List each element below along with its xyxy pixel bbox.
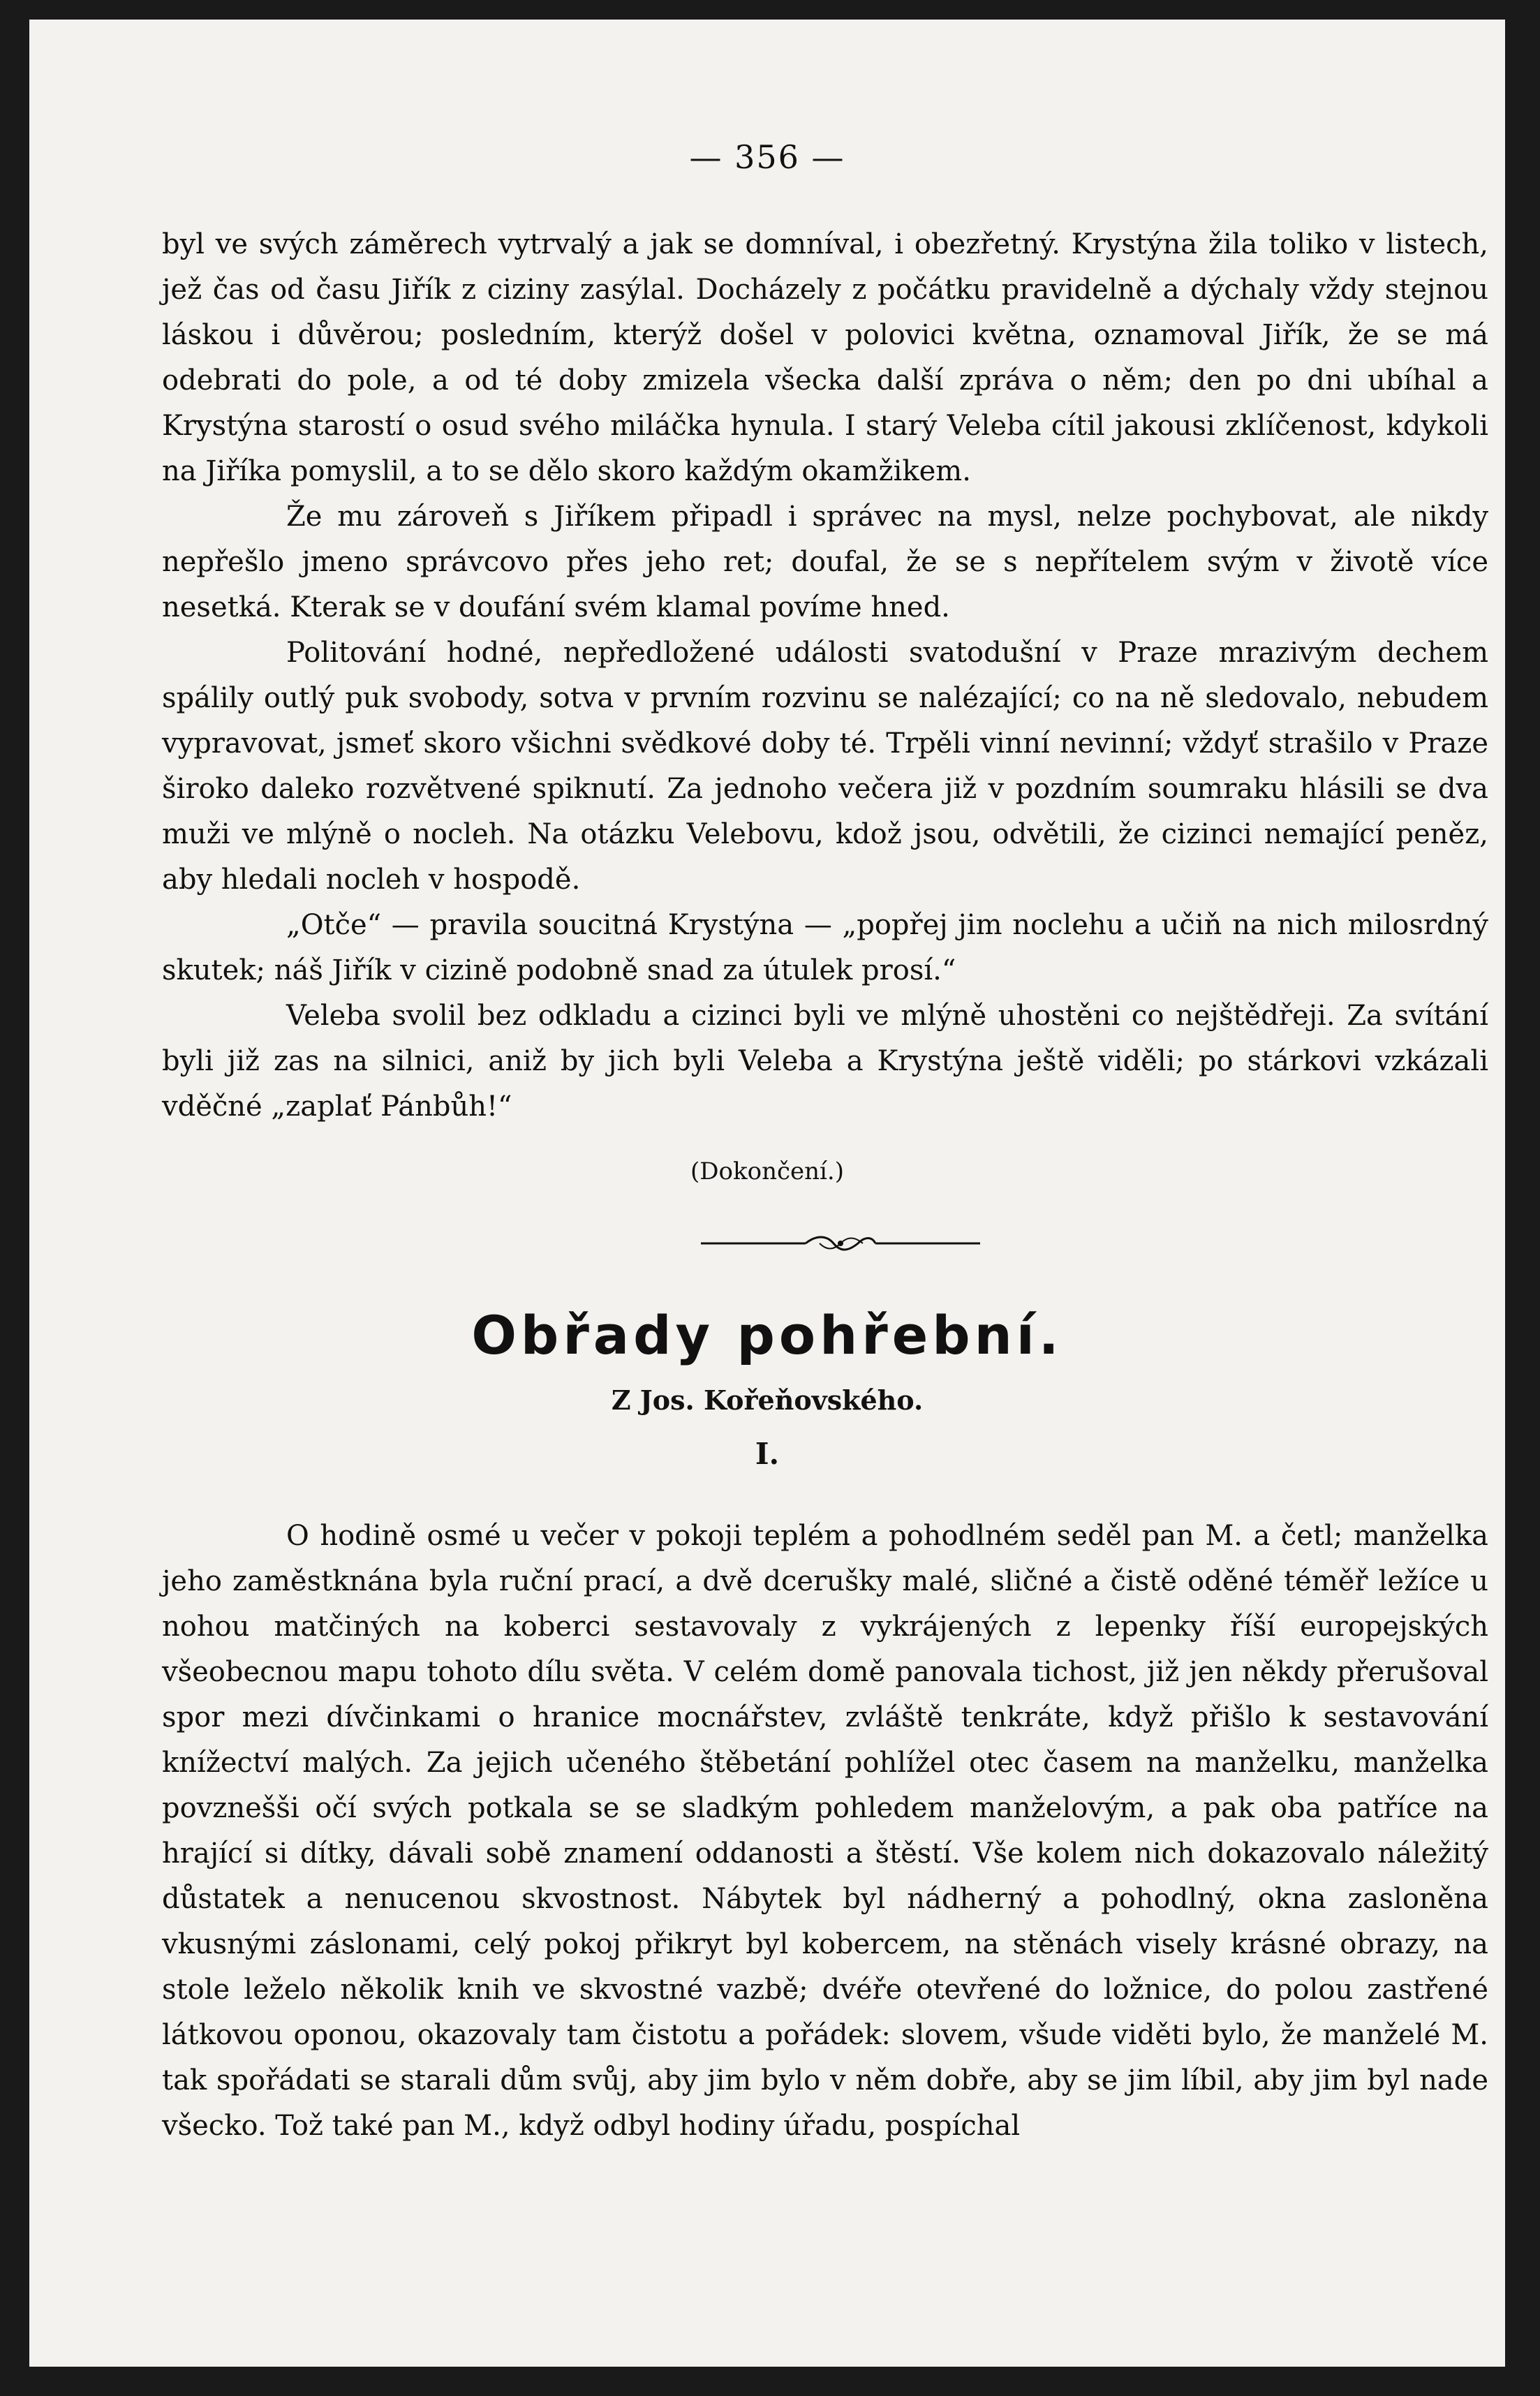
story-text bbox=[162, 222, 1488, 1130]
page bbox=[29, 20, 1505, 2367]
page-number: — 356 — bbox=[689, 138, 845, 176]
story-paragraph-3: Politování hodné, nepředložené události svatodušní v Praze mrazivým dechem spálily outlý puk svobody, sotva v prvním rozvinu se nalézající; co na ně sledovalo, nebudem vypravovat, jsmeť skoro všichni svědkové doby té. Trpěli vinní nevinní; vždyť strašilo v Praze široko daleko rozvětvené spiknutí. Za jednoho večera již v pozdním soumraku hlásili se dva muži ve mlýně o nocleh. Na otázku Velebovu, kdož jsou, odvětili, že cizinci nemající peněz, aby hledali nocleh v hospodě. bbox=[162, 637, 1488, 896]
article-author: Z Jos. Kořeňovského. bbox=[611, 1384, 924, 1416]
article-paragraph-1: O hodině osmé u večer v pokoji teplém a pohodlném seděl pan M. a četl; manželka jeho zaměstknána byla ruční prací, a dvě dcerušky malé, sličné a čistě oděné téměř ležíce u nohou matčiných na koberci sestavovaly z vykrájených z lepenky říší europejských všeobecnou mapu tohoto dílu světa. V celém domě panovala tichost, již jen někdy přerušoval spor mezi dívčinkami o hranice mocnářstev, zvláště tenkráte, když přišlo k sestavování knížectví malých. Za jejich učeného štěbetání pohlížel otec časem na manželku, manželka povznešši očí svých potkala se se sladkým pohledem manželovým, a pak oba patříce na hrající si dítky, dávali sobě znamení oddanosti a štěstí. Vše kolem nich dokazovalo náležitý důstatek a nenucenou skvostnost. Nábytek byl nádherný a pohodlný, okna zasloněna vkusnými záslonami, celý pokoj přikryt byl kobercem, na stěnách visely krásné obrazy, na stole leželo několik knih ve skvostné vazbě; dvéře otevřené do ložnice, do polou zastřené látkovou oponou, okazovaly tam čistotu a pořádek: slovem, všude viděti bylo, že manželé M. tak spořádati se starali dům svůj, aby jim bylo v něm dobře, aby se jim líbil, aby jim byl nade všecko. Tož také pan M., když odbyl hodiny úřadu, pospíchal bbox=[162, 1520, 1488, 2142]
decorative-divider-icon bbox=[701, 1231, 980, 1256]
article-section-number: I. bbox=[755, 1437, 780, 1471]
story-paragraph-5: Veleba svolil bez odkladu a cizinci byli ve mlýně uhostěni co nejštědřeji. Za svítání byli již zas na silnici, aniž by jich byli Veleba a Krystýna ještě viděli; po stárkovi vzkázali vděčné „zaplať Pánbůh!“ bbox=[162, 1000, 1488, 1123]
article-title: Obřady pohřební. bbox=[471, 1304, 1063, 1366]
article-text bbox=[162, 1514, 1488, 2149]
story-paragraph-4: „Otče“ — pravila soucitná Krystýna — „popřej jim noclehu a učiň na nich milosrdný skutek; náš Jiřík v cizině podobně snad za útulek prosí.“ bbox=[162, 909, 1488, 986]
story-end-note: (Dokončení.) bbox=[690, 1158, 844, 1185]
story-paragraph-2: Že mu zároveň s Jiříkem připadl i správec na mysl, nelze pochybovat, ale nikdy nepřešlo jmeno správcovo přes jeho ret; doufal, že se s nepřítelem svým v životě více nesetká. Kterak se v doufání svém klamal povíme hned. bbox=[162, 501, 1488, 623]
story-paragraph-1: byl ve svých záměrech vytrvalý a jak se domníval, i obezřetný. Krystýna žila toliko v listech, jež čas od času Jiřík z ciziny zasýlal. Docházely z počátku pravidelně a dýchaly vždy stejnou láskou i důvěrou; posledním, kterýž došel v polovici května, oznamoval Jiřík, že se má odebrati do pole, a od té doby zmizela všecka další zpráva o něm; den po dni ubíhal a Krystýna starostí o osud svého miláčka hynula. I starý Veleba cítil jakousi zklíčenost, kdykoli na Jiříka pomyslil, a to se dělo skoro každým okamžikem. bbox=[162, 228, 1488, 487]
